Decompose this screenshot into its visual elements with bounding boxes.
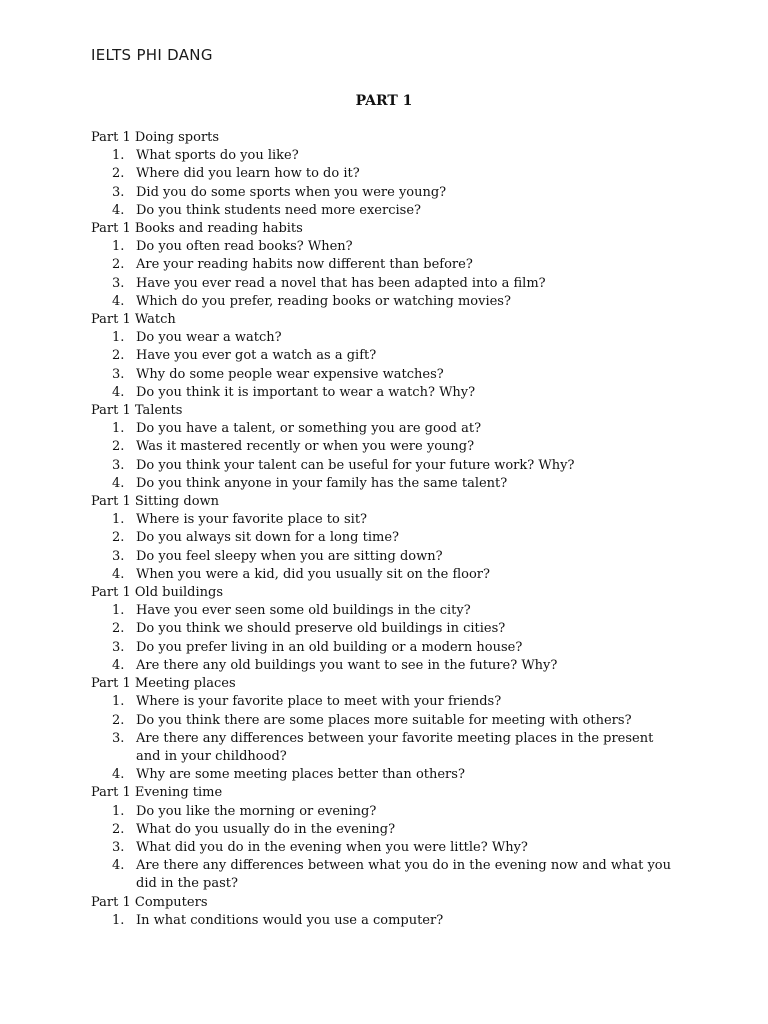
question-text: Was it mastered recently or when you were young?	[136, 439, 475, 455]
question-item	[91, 420, 681, 438]
section-block	[91, 493, 681, 584]
question-number: 4.	[112, 767, 125, 783]
question-text: Do you wear a watch?	[136, 330, 282, 346]
question-number: 4.	[112, 475, 125, 491]
section-title: Part 1 Computers	[91, 894, 208, 910]
question-number: 2.	[112, 348, 125, 364]
question-item	[91, 457, 681, 475]
question-list	[91, 803, 681, 894]
section-block	[91, 675, 681, 784]
question-text: Do you think anyone in your family has the same talent?	[136, 475, 508, 491]
question-item	[91, 511, 681, 529]
section-block	[91, 220, 681, 311]
question-number: 1.	[112, 148, 125, 164]
question-number: 4.	[112, 384, 125, 400]
question-item	[91, 566, 681, 584]
question-item	[91, 238, 681, 256]
question-number: 2.	[112, 821, 125, 837]
question-number: 4.	[112, 858, 125, 874]
question-text: Do you think it is important to wear a watch? Why?	[136, 384, 476, 400]
question-number: 2.	[112, 530, 125, 546]
question-number: 3.	[112, 366, 125, 382]
question-item	[91, 275, 681, 293]
question-number: 2.	[112, 439, 125, 455]
question-item	[91, 620, 681, 638]
question-text: When you were a kid, did you usually sit on the floor?	[136, 566, 490, 582]
question-number: 1.	[112, 803, 125, 819]
question-text: Why are some meeting places better than others?	[136, 767, 465, 783]
page-title: PART 1	[355, 93, 413, 109]
section-block	[91, 129, 681, 220]
question-number: 1.	[112, 239, 125, 255]
question-text: Do you always sit down for a long time?	[136, 530, 400, 546]
question-text: Do you often read books? When?	[136, 239, 353, 255]
question-text: Where is your favorite place to meet with your friends?	[136, 694, 502, 710]
question-item	[91, 803, 681, 821]
question-list	[91, 511, 681, 584]
question-text: What did you do in the evening when you were little? Why?	[136, 839, 528, 855]
question-text: Have you ever got a watch as a gift?	[136, 348, 377, 364]
question-item	[91, 384, 681, 402]
question-item	[91, 602, 681, 620]
section-title: Part 1 Books and reading habits	[91, 221, 303, 237]
question-item	[91, 766, 681, 784]
question-number: 1.	[112, 330, 125, 346]
question-number: 3.	[112, 639, 125, 655]
question-number: 3.	[112, 457, 125, 473]
question-item	[91, 730, 681, 766]
question-number: 2.	[112, 621, 125, 637]
section-title: Part 1 Meeting places	[91, 676, 236, 692]
question-item	[91, 347, 681, 365]
question-item	[91, 821, 681, 839]
section-block	[91, 402, 681, 493]
section-block	[91, 311, 681, 402]
question-text: Do you think there are some places more suitable for meeting with others?	[136, 712, 632, 728]
question-list	[91, 147, 681, 220]
question-number: 2.	[112, 166, 125, 182]
question-sections	[91, 129, 681, 930]
question-text: Are there any old buildings you want to see in the future? Why?	[136, 657, 558, 673]
question-number: 1.	[112, 603, 125, 619]
section-title: Part 1 Old buildings	[91, 585, 224, 601]
question-text: Where did you learn how to do it?	[136, 166, 360, 182]
question-text: Where is your favorite place to sit?	[136, 512, 368, 528]
question-list	[91, 693, 681, 784]
question-item	[91, 912, 681, 930]
question-number: 1.	[112, 694, 125, 710]
question-text: Do you think we should preserve old buildings in cities?	[136, 621, 506, 637]
question-list	[91, 238, 681, 311]
question-number: 1.	[112, 421, 125, 437]
question-number: 4.	[112, 566, 125, 582]
question-text: Do you think students need more exercise?	[136, 202, 421, 218]
section-block	[91, 894, 681, 930]
question-list	[91, 602, 681, 675]
question-text: Which do you prefer, reading books or watching movies?	[136, 293, 511, 309]
question-item	[91, 293, 681, 311]
question-number: 2.	[112, 257, 125, 273]
section-title: Part 1 Evening time	[91, 785, 223, 801]
question-item	[91, 857, 681, 893]
question-number: 4.	[112, 657, 125, 673]
section-title: Part 1 Sitting down	[91, 494, 220, 510]
question-list	[91, 329, 681, 402]
question-text: Are there any differences between what you do in the evening now and what you did in the past?	[136, 858, 672, 892]
question-item	[91, 202, 681, 220]
question-text: Are your reading habits now different than before?	[136, 257, 473, 273]
page-header-brand: IELTS PHI DANG	[91, 46, 213, 64]
question-text: In what conditions would you use a computer?	[136, 912, 444, 928]
question-text: Are there any differences between your favorite meeting places in the present and in your childhood?	[136, 730, 654, 764]
question-number: 4.	[112, 202, 125, 218]
question-text: Have you ever seen some old buildings in the city?	[136, 603, 471, 619]
question-item	[91, 712, 681, 730]
question-text: Have you ever read a novel that has been adapted into a film?	[136, 275, 546, 291]
question-item	[91, 639, 681, 657]
question-number: 3.	[112, 275, 125, 291]
question-text: Why do some people wear expensive watches?	[136, 366, 444, 382]
section-block	[91, 784, 681, 893]
question-item	[91, 329, 681, 347]
question-item	[91, 475, 681, 493]
question-item	[91, 147, 681, 165]
question-number: 3.	[112, 839, 125, 855]
question-number: 2.	[112, 712, 125, 728]
section-title: Part 1 Watch	[91, 312, 176, 328]
section-title: Part 1 Doing sports	[91, 130, 220, 145]
question-number: 1.	[112, 912, 125, 928]
question-number: 3.	[112, 730, 125, 746]
question-number: 3.	[112, 184, 125, 200]
question-text: Do you like the morning or evening?	[136, 803, 377, 819]
question-number: 4.	[112, 293, 125, 309]
question-list	[91, 420, 681, 493]
question-text: Do you have a talent, or something you are good at?	[136, 421, 482, 437]
question-text: Do you prefer living in an old building or a modern house?	[136, 639, 523, 655]
question-text: Do you think your talent can be useful for your future work? Why?	[136, 457, 575, 473]
section-title: Part 1 Talents	[91, 403, 183, 419]
question-item	[91, 438, 681, 456]
question-item	[91, 548, 681, 566]
question-text: Do you feel sleepy when you are sitting down?	[136, 548, 443, 564]
question-item	[91, 839, 681, 857]
question-number: 3.	[112, 548, 125, 564]
question-item	[91, 165, 681, 183]
question-item	[91, 529, 681, 547]
question-item	[91, 657, 681, 675]
section-block	[91, 584, 681, 675]
question-text: What do you usually do in the evening?	[136, 821, 396, 837]
question-text: What sports do you like?	[136, 148, 299, 164]
question-item	[91, 366, 681, 384]
question-item	[91, 184, 681, 202]
question-item	[91, 693, 681, 711]
question-item	[91, 256, 681, 274]
question-list	[91, 912, 681, 930]
question-number: 1.	[112, 512, 125, 528]
question-text: Did you do some sports when you were young?	[136, 184, 447, 200]
